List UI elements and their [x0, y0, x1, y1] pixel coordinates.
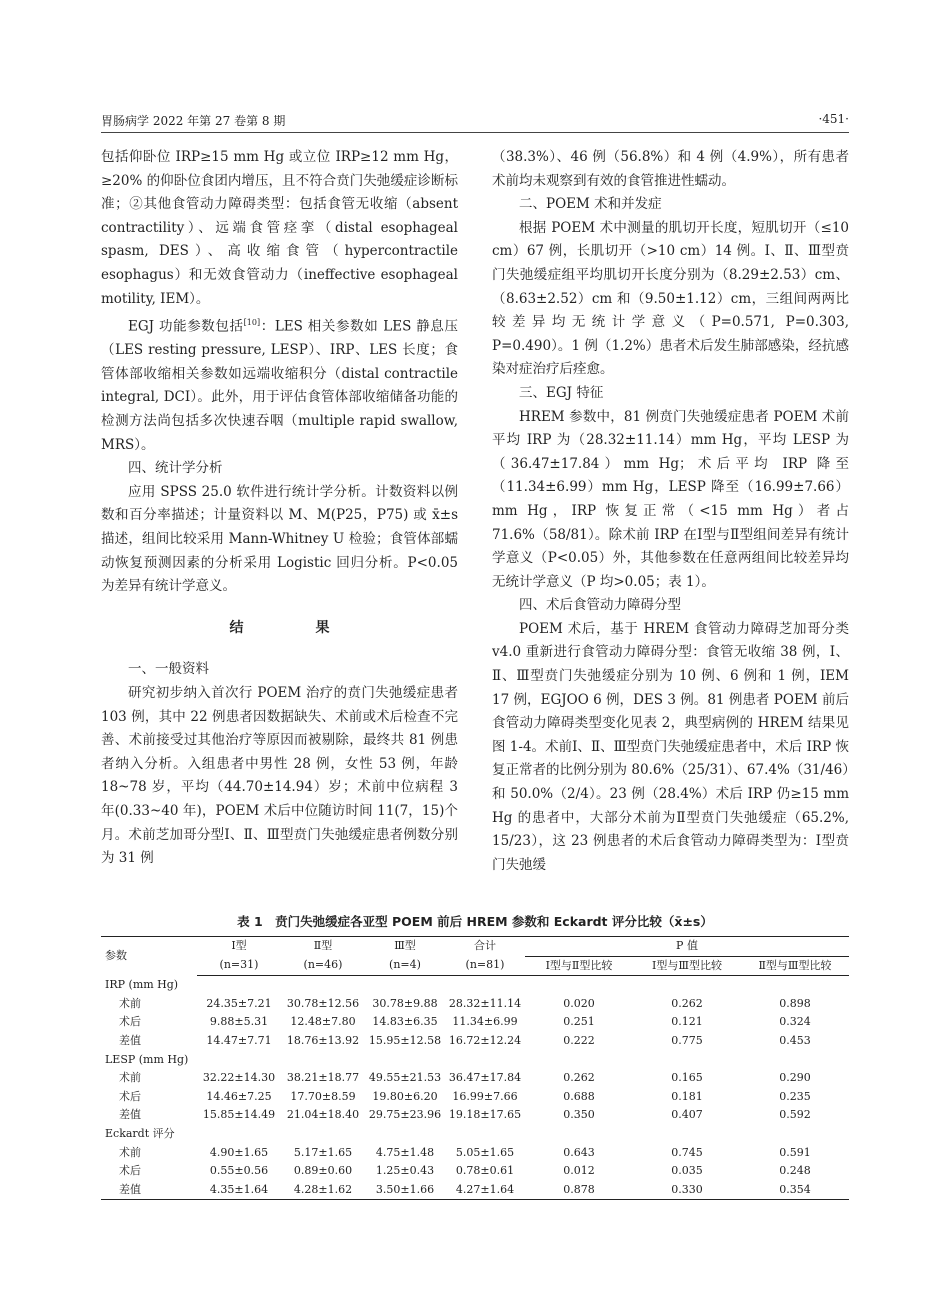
- cell-p12: 0.251: [563, 1015, 595, 1029]
- cell-type3: 4.75±1.48: [375, 1145, 435, 1159]
- table-row: [101, 1162, 849, 1181]
- table-row: [101, 1181, 849, 1200]
- cell-type2: 17.70±8.59: [290, 1089, 356, 1103]
- cell-p13: 0.745: [671, 1145, 703, 1159]
- col-header-n4: (n=81): [445, 956, 525, 976]
- cell-p12: 0.262: [563, 1071, 595, 1085]
- cell-p13: 0.775: [671, 1033, 703, 1047]
- cell-type1: 14.47±7.71: [206, 1033, 272, 1047]
- cell-type3: 29.75±23.96: [368, 1108, 442, 1122]
- cell-total: 28.32±11.14: [448, 996, 522, 1010]
- cell-total: 0.78±0.61: [455, 1164, 515, 1178]
- col-header-p12: Ⅰ型与Ⅱ型比较: [525, 956, 633, 976]
- cell-total: 4.27±1.64: [445, 1181, 525, 1200]
- cell-type2: 18.76±13.92: [286, 1033, 360, 1047]
- cell-total: 5.05±1.65: [455, 1145, 515, 1159]
- group-label: LESP (mm Hg): [105, 1052, 189, 1066]
- cell-p23: 0.591: [779, 1145, 811, 1159]
- group-row-lesp: [101, 1051, 849, 1070]
- col-header-type1: Ⅰ型: [197, 937, 281, 957]
- cell-type1: 4.90±1.65: [209, 1145, 269, 1159]
- col-header-n1: (n=31): [197, 956, 281, 976]
- cell-total: 19.18±17.65: [448, 1108, 522, 1122]
- col-header-type3: Ⅲ型: [365, 937, 445, 957]
- egj-text-a: EGJ 功能参数包括: [128, 318, 244, 335]
- paragraph-egj-parameters: [101, 311, 458, 457]
- col-header-param: 参数: [101, 937, 197, 976]
- paragraph-egj-features: HREM 参数中，81 例贲门失弛缓症患者 POEM 术前平均 IRP 为（28.32±11.14）mm Hg，平均 LESP 为（36.47±17.84）mm Hg；术后平均 IRP 降至（11.34±6.99）mm Hg，LESP 降至（16.99±7.66）mm Hg，IRP 恢复正常（<15 mm Hg）者占 71.6%（58/81）。除术前 IRP 在Ⅰ型与Ⅱ型组间差异有统计学意义（P<0.05）外，其他参数在任意两组间比较差异均无统计学意义（P 均>0.05；表 1）。: [492, 408, 849, 590]
- cell-type3: 15.95±12.58: [368, 1033, 442, 1047]
- cell-p23: 0.248: [779, 1164, 811, 1178]
- row-label: 术前: [119, 996, 141, 1010]
- running-header-journal: 胃肠病学 2022 年第 27 卷第 8 期: [101, 114, 286, 128]
- cell-p23: 0.592: [779, 1108, 811, 1122]
- row-label: 术后: [119, 1164, 141, 1178]
- cell-type1: 0.55±0.56: [209, 1164, 269, 1178]
- cell-p12: 0.222: [563, 1033, 595, 1047]
- table-row: [101, 995, 849, 1014]
- cell-p23: 0.453: [779, 1033, 811, 1047]
- table-row: [101, 1032, 849, 1051]
- col-header-n3: (n=4): [365, 956, 445, 976]
- page-number: ·451·: [818, 112, 849, 126]
- cell-p13: 0.121: [671, 1015, 703, 1029]
- cell-type3: 1.25±0.43: [375, 1164, 435, 1178]
- cell-p13: 0.407: [671, 1108, 703, 1122]
- group-row-irp: [101, 976, 849, 995]
- cell-type1: 32.22±14.30: [202, 1071, 276, 1085]
- col-header-type2: Ⅱ型: [281, 937, 365, 957]
- paragraph-general-data: 研究初步纳入首次行 POEM 治疗的贲门失弛缓症患者 103 例，其中 22 例患者因数据缺失、术前或术后检查不完善、术前接受过其他治疗等原因而被剔除，最终共 81 例患者纳入分析。入组患者中男性 28 例，女性 53 例，年龄 18~78 岁，平均（44.70±14.94）岁；术前中位病程 3 年(0.33~40 年)，POEM 术后中位随访时间 11(7，15)个月。术前芝加哥分型Ⅰ、Ⅱ、Ⅲ型贲门失弛缓症患者例数分别为 31 例: [101, 684, 458, 867]
- heading-egj-features: 三、EGJ 特征: [519, 384, 604, 401]
- cell-type1: 14.46±7.25: [206, 1089, 272, 1103]
- cell-p23: 0.354: [741, 1181, 849, 1200]
- cell-p13: 0.035: [671, 1164, 703, 1178]
- cell-type2: 0.89±0.60: [293, 1164, 353, 1178]
- heading-general-data: 一、一般资料: [128, 661, 209, 678]
- cell-total: 16.72±12.24: [448, 1033, 522, 1047]
- cell-p13: 0.330: [633, 1181, 741, 1200]
- cell-p12: 0.643: [563, 1145, 595, 1159]
- paragraph-motility-types: 包括仰卧位 IRP≥15 mm Hg 或立位 IRP≥12 mm Hg，≥20% 的仰卧位食团内增压，且不符合贲门失弛缓症诊断标准；②其他食管动力障碍类型：包括食管无收缩（absent contractility）、远端食管痉挛（distal esophageal spasm, DES）、高收缩食管（hypercontractile esophagus）和无效食管动力（ineffective esophageal motility, IEM）。: [101, 149, 458, 307]
- cell-p13: 0.181: [671, 1089, 703, 1103]
- row-label: 差值: [101, 1181, 197, 1200]
- row-label: 术后: [119, 1015, 141, 1029]
- col-header-p13: Ⅰ型与Ⅲ型比较: [633, 956, 741, 976]
- cell-type2: 4.28±1.62: [281, 1181, 365, 1200]
- cell-total: 16.99±7.66: [452, 1089, 518, 1103]
- row-label: 术后: [119, 1089, 141, 1103]
- cell-p12: 0.020: [563, 996, 595, 1010]
- cell-p12: 0.878: [525, 1181, 633, 1200]
- paragraph-postop-classification: POEM 术后，基于 HREM 食管动力障碍芝加哥分类 v4.0 重新进行食管动力障碍分型：食管无收缩 38 例，Ⅰ、Ⅱ、Ⅲ型贲门失弛缓症分别为 10 例、6 例和 1 例，IEM 17 例，EGJOO 6 例，DES 3 例。81 例患者 POEM 前后食管动力障碍类型变化见表 2，典型病例的 HREM 结果见图 1-4。术前Ⅰ、Ⅱ、Ⅲ型贲门失弛缓症患者中，术后 IRP 恢复正常者的比例分别为 80.6%（25/31）、67.4%（31/46）和 50.0%（2/4）。23 例（28.4%）术后 IRP 仍≥15 mm Hg 的患者中，大部分术前为Ⅱ型贲门失弛缓症（65.2%, 15/23），这 23 例患者的术后食管动力障碍类型为：Ⅰ型贲门失弛缓: [492, 620, 849, 873]
- cell-type1: 4.35±1.64: [197, 1181, 281, 1200]
- paragraph-statistics: 应用 SPSS 25.0 软件进行统计学分析。计数资料以例数和百分率描述；计量资料以 M、M(P25，P75) 或 x̄±s 描述，组间比较采用 Mann-Whitney U 检验；食管体部蠕动恢复预测因素的分析采用 Logistic 回归分析。P<0.05 为差异有统计学意义。: [101, 483, 458, 595]
- group-row-eckardt: [101, 1125, 849, 1144]
- cell-type3: 3.50±1.66: [365, 1181, 445, 1200]
- cell-p13: 0.262: [671, 996, 703, 1010]
- cell-type1: 24.35±7.21: [206, 996, 272, 1010]
- cell-p12: 0.012: [563, 1164, 595, 1178]
- table-row: [101, 1106, 849, 1125]
- cell-p23: 0.898: [779, 996, 811, 1010]
- cell-p12: 0.350: [563, 1108, 595, 1122]
- table-row: [101, 1088, 849, 1107]
- paragraph-subtype-counts: （38.3%）、46 例（56.8%）和 4 例（4.9%），所有患者术前均未观察到有效的食管推进性蠕动。: [492, 149, 849, 189]
- cell-type2: 30.78±12.56: [286, 996, 360, 1010]
- row-label: 术前: [119, 1145, 141, 1159]
- cell-type3: 19.80±6.20: [372, 1089, 438, 1103]
- group-label: IRP (mm Hg): [105, 978, 179, 992]
- cell-type2: 21.04±18.40: [286, 1108, 360, 1122]
- cell-total: 36.47±17.84: [448, 1071, 522, 1085]
- col-header-total: 合计: [445, 937, 525, 957]
- row-label: 差值: [119, 1033, 141, 1047]
- cell-type3: 49.55±21.53: [368, 1071, 442, 1085]
- egj-text-b: ：LES 相关参数如 LES 静息压（LES resting pressure, LESP）、IRP、LES 长度；食管体部收缩相关参数如远端收缩积分（distal contractile integral, DCI）。此外，用于评估食管体部收缩储备功能的检测方法尚包括多次快速吞咽（multiple rapid swallow, MRS）。: [101, 318, 459, 453]
- heading-statistics: 四、统计学分析: [128, 460, 223, 477]
- cell-p23: 0.324: [779, 1015, 811, 1029]
- right-column: [492, 146, 849, 877]
- cell-p12: 0.688: [563, 1089, 595, 1103]
- cell-type3: 14.83±6.35: [372, 1015, 438, 1029]
- table-1: [101, 912, 849, 1200]
- cell-type3: 30.78±9.88: [372, 996, 438, 1010]
- col-header-n2: (n=46): [281, 956, 365, 976]
- header-divider: [101, 132, 849, 133]
- cell-type1: 9.88±5.31: [209, 1015, 269, 1029]
- table-row: [101, 1069, 849, 1088]
- cell-p13: 0.165: [671, 1071, 703, 1085]
- cell-p23: 0.290: [779, 1071, 811, 1085]
- table-row: [101, 1144, 849, 1163]
- row-label: 差值: [119, 1108, 141, 1122]
- citation-ref: [10]: [243, 318, 261, 328]
- cell-type2: 12.48±7.80: [290, 1015, 356, 1029]
- heading-postop-classification: 四、术后食管动力障碍分型: [519, 597, 681, 614]
- col-header-pvalue: P 值: [525, 937, 849, 957]
- table-caption: 表 1 贲门失弛缓症各亚型 POEM 前后 HREM 参数和 Eckardt 评分比较（x̄±s）: [237, 914, 713, 929]
- paragraph-poem-complications: 根据 POEM 术中测量的肌切开长度，短肌切开（≤10 cm）67 例，长肌切开（>10 cm）14 例。Ⅰ、Ⅱ、Ⅲ型贲门失弛缓症组平均肌切开长度分别为（8.29±2.53）cm、（8.63±2.52）cm 和（9.50±1.12）cm，三组间两两比较差异均无统计学意义（P=0.571, P=0.303, P=0.490）。1 例（1.2%）患者术后发生肺部感染，经抗感染对症治疗后痊愈。: [492, 219, 849, 378]
- hrem-eckardt-table: [101, 936, 849, 1200]
- heading-poem-complications: 二、POEM 术和并发症: [519, 196, 662, 213]
- section-heading-results: 结 果: [229, 619, 364, 636]
- left-column: [101, 146, 458, 871]
- cell-type2: 38.21±18.77: [286, 1071, 360, 1085]
- cell-total: 11.34±6.99: [452, 1015, 518, 1029]
- group-label: Eckardt 评分: [105, 1126, 175, 1140]
- cell-p23: 0.235: [779, 1089, 811, 1103]
- table-row: [101, 1013, 849, 1032]
- cell-type2: 5.17±1.65: [293, 1145, 353, 1159]
- row-label: 术前: [119, 1071, 141, 1085]
- cell-type1: 15.85±14.49: [202, 1108, 276, 1122]
- col-header-p23: Ⅱ型与Ⅲ型比较: [741, 956, 849, 976]
